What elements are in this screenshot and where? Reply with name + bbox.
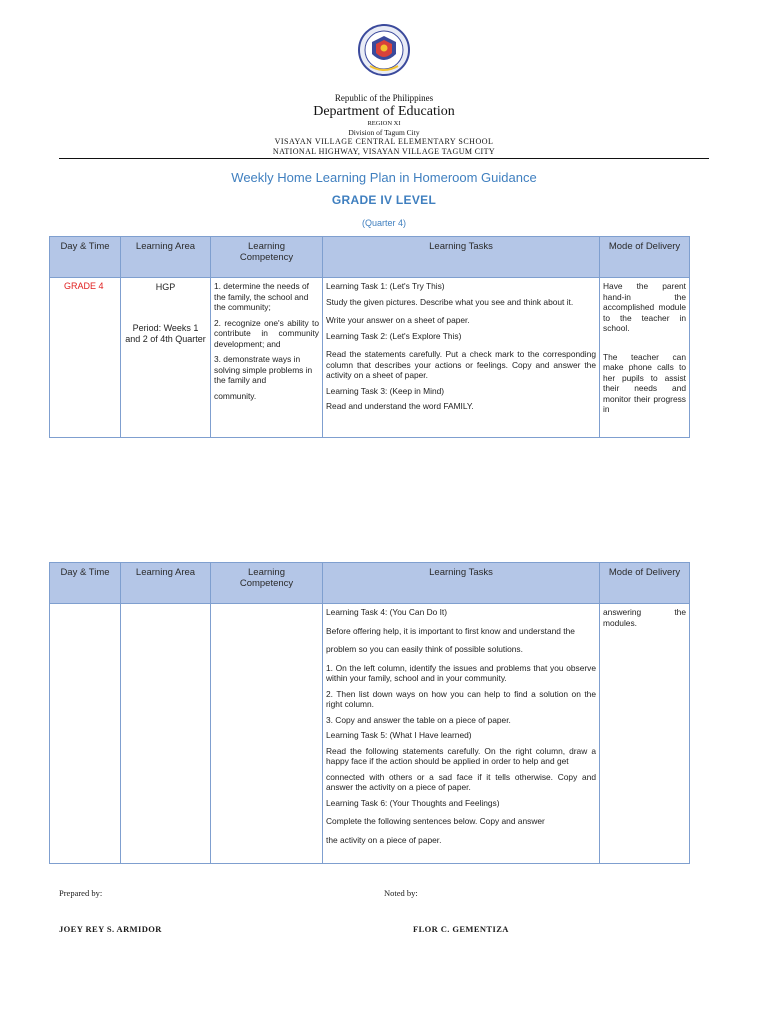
prepared-by-label: Prepared by:: [59, 888, 103, 898]
day-time-cell: [50, 604, 121, 864]
col-day-time: Day & Time: [50, 563, 121, 604]
learning-area-cell: [121, 604, 211, 864]
task-heading: Learning Task 4: (You Can Do It): [326, 607, 448, 617]
task-heading: Learning Task 6: (Your Thoughts and Feelings): [326, 797, 500, 808]
mode-text: answering the modules.: [603, 607, 686, 628]
table-header-row: [50, 563, 690, 604]
col-day-time: Day & Time: [50, 237, 121, 278]
quarter-label: (Quarter 4): [361, 218, 406, 228]
task-heading: Learning Task 2: (Let's Explore This): [326, 330, 462, 341]
task-heading: Learning Task 1: (Let's Try This): [326, 281, 445, 291]
learning-plan-table-1: [49, 236, 690, 438]
col-learning-area: Learning Area: [121, 237, 211, 278]
competency-cell: [211, 604, 323, 864]
seal-icon: [358, 22, 410, 80]
table-row: [50, 278, 690, 438]
header-rule: [59, 158, 709, 159]
col-learning-competency: Learning Competency: [211, 563, 323, 604]
mode-text: The teacher can make phone calls to her pupils to assist their needs and monitor their progress in: [603, 351, 686, 414]
tasks-cell: [323, 278, 600, 438]
task-text: 1. On the left column, identify the issues and problems that you observe within your family, school and in your community.: [326, 662, 596, 683]
deped-seal: [358, 22, 410, 80]
table-row: [50, 604, 690, 864]
col-learning-area: Learning Area: [121, 563, 211, 604]
col-learning-tasks: Learning Tasks: [323, 237, 600, 278]
col-learning-competency: Learning Competency: [211, 237, 323, 278]
learning-area-cell: [121, 278, 211, 438]
school-address: NATIONAL HIGHWAY, VISAYAN VILLAGE TAGUM CITY: [272, 147, 496, 156]
task-text: 3. Copy and answer the table on a piece of paper.: [326, 714, 511, 725]
task-text: Write your answer on a sheet of paper.: [326, 315, 470, 325]
col-mode-of-delivery: Mode of Delivery: [600, 563, 690, 604]
task-text: problem so you can easily think of possible solutions.: [326, 644, 523, 654]
department-name: Department of Education: [313, 104, 455, 119]
division-line: Division of Tagum City: [348, 128, 420, 137]
mode-cell: [600, 604, 690, 864]
competency-cell: [211, 278, 323, 438]
learning-area-value: HGP: [155, 282, 176, 292]
learning-plan-table-2: [49, 562, 690, 864]
day-time-cell: [50, 278, 121, 438]
task-text: 2. Then list down ways on how you can help to find a solution on the right column.: [326, 688, 596, 709]
republic-line: Republic of the Philippines: [334, 93, 434, 103]
school-name: VISAYAN VILLAGE CENTRAL ELEMENTARY SCHOOL: [274, 137, 494, 146]
grade-label: GRADE 4: [64, 281, 104, 291]
task-text: the activity on a piece of paper.: [326, 834, 442, 845]
task-text: connected with others or a sad face if it tells otherwise. Copy and answer the activity on a piece of paper.: [326, 771, 596, 792]
task-text: Complete the following sentences below. Copy and answer: [326, 816, 545, 826]
task-heading: Learning Task 5: (What I Have learned): [326, 730, 472, 740]
grade-level-title: GRADE IV LEVEL: [331, 193, 437, 207]
region-line: REGION XI: [367, 120, 401, 127]
competency-item: 2. recognize one's ability to contribute in community development; and: [214, 317, 319, 349]
competency-item: 1. determine the needs of the family, the school and the community;: [214, 281, 309, 312]
competency-item: community.: [214, 390, 257, 401]
plan-title: Weekly Home Learning Plan in Homeroom Guidance: [231, 170, 537, 185]
tasks-cell: [323, 604, 600, 864]
task-heading: Learning Task 3: (Keep in Mind): [326, 385, 445, 396]
prepared-by-name: JOEY REY S. ARMIDOR: [59, 924, 162, 934]
col-learning-tasks: Learning Tasks: [323, 563, 600, 604]
table-header-row: [50, 237, 690, 278]
col-mode-of-delivery: Mode of Delivery: [600, 237, 690, 278]
task-text: Read and understand the word FAMILY.: [326, 401, 474, 411]
mode-text: Have the parent hand-in the accomplished module to the teacher in school.: [603, 281, 686, 333]
noted-by-label: Noted by:: [384, 888, 418, 898]
task-text: Read the following statements carefully. On the right column, draw a happy face if the action should be applied in order to help and get: [326, 745, 596, 766]
period-text: Period: Weeks 1 and 2 of 4th Quarter: [125, 322, 206, 344]
task-text: Read the statements carefully. Put a check mark to the corresponding column that describes your actions or feelings. Copy and answer the activity on a sheet of paper.: [326, 349, 596, 380]
task-text: Study the given pictures. Describe what you see and think about it.: [326, 296, 574, 307]
noted-by-name: FLOR C. GEMENTIZA: [413, 924, 509, 934]
competency-item: 3. demonstrate ways in solving simple problems in the family and: [214, 354, 313, 385]
task-text: Before offering help, it is important to first know and understand the: [326, 625, 575, 636]
mode-cell: [600, 278, 690, 438]
